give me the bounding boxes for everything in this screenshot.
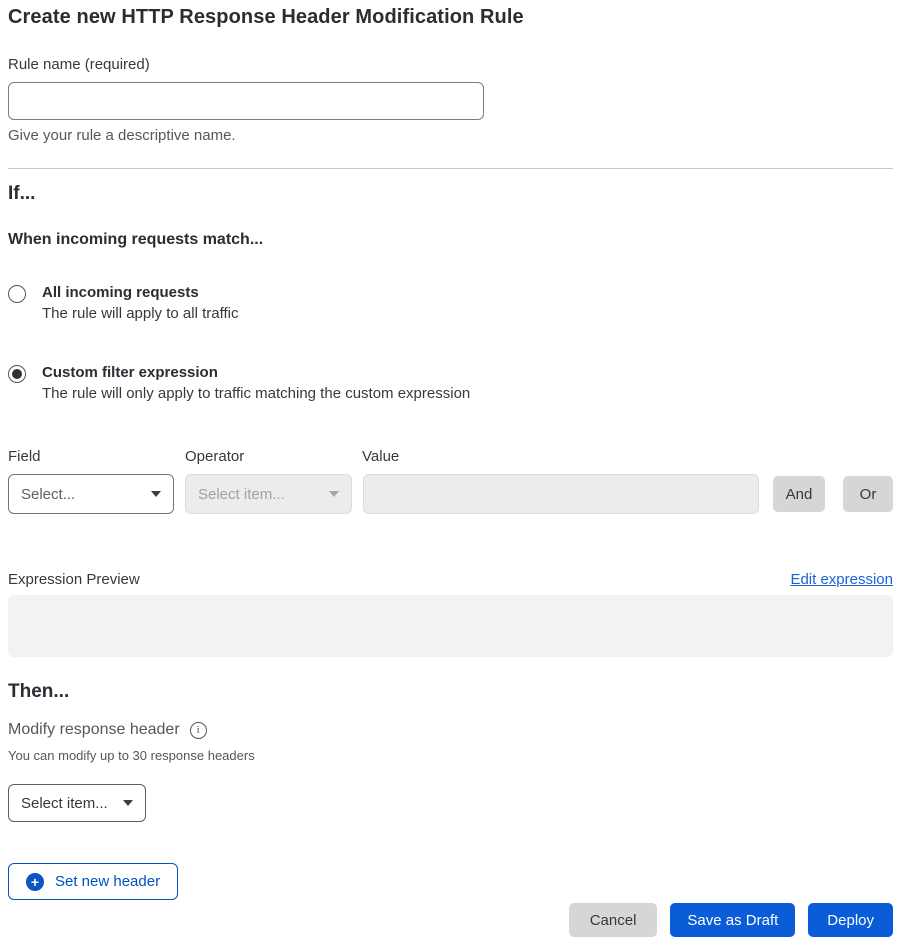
header-action-select-placeholder: Select item... xyxy=(21,794,108,812)
radio-custom-filter-description: The rule will only apply to traffic matching the custom expression xyxy=(42,385,471,402)
save-as-draft-button[interactable]: Save as Draft xyxy=(670,903,795,937)
rule-name-label: Rule name (required) xyxy=(8,56,150,73)
operator-select-placeholder: Select item... xyxy=(198,485,285,503)
field-select-placeholder: Select... xyxy=(21,485,76,503)
set-new-header-button[interactable] xyxy=(8,863,178,900)
radio-custom-filter[interactable] xyxy=(8,365,26,383)
cancel-button[interactable]: Cancel xyxy=(569,903,658,937)
field-label: Field xyxy=(8,448,41,465)
modify-header-label: Modify response header xyxy=(8,721,180,738)
chevron-down-icon xyxy=(151,491,161,497)
radio-custom-filter-label: Custom filter expression xyxy=(42,364,218,381)
radio-all-incoming-label: All incoming requests xyxy=(42,284,199,301)
plus-circle-icon: + xyxy=(26,873,44,891)
section-divider xyxy=(8,168,893,169)
radio-all-incoming-description: The rule will apply to all traffic xyxy=(42,305,239,322)
and-button[interactable]: And xyxy=(773,476,825,512)
chevron-down-icon xyxy=(123,800,133,806)
chevron-down-icon xyxy=(329,491,339,497)
operator-label: Operator xyxy=(185,448,245,465)
rule-name-help: Give your rule a descriptive name. xyxy=(8,127,236,144)
footer-actions xyxy=(8,903,893,937)
rule-name-input[interactable] xyxy=(8,82,484,120)
expression-builder-labels xyxy=(8,448,893,465)
expression-preview-box xyxy=(8,595,893,657)
operator-select[interactable] xyxy=(185,474,352,514)
radio-option-custom-filter[interactable] xyxy=(8,364,893,402)
radio-all-incoming[interactable] xyxy=(8,285,26,303)
match-subheading: When incoming requests match... xyxy=(8,231,264,248)
expression-preview-header xyxy=(8,571,893,588)
then-heading: Then... xyxy=(8,681,70,702)
header-action-select[interactable] xyxy=(8,784,146,822)
expression-builder-row xyxy=(8,474,893,514)
edit-expression-link[interactable]: Edit expression xyxy=(790,571,893,588)
value-input[interactable] xyxy=(363,474,759,514)
set-new-header-label: Set new header xyxy=(55,873,161,890)
expression-preview-label: Expression Preview xyxy=(8,571,140,588)
page-title: Create new HTTP Response Header Modification Rule xyxy=(8,6,524,28)
modify-header-help: You can modify up to 30 response headers xyxy=(8,748,255,763)
or-button[interactable]: Or xyxy=(843,476,893,512)
radio-option-all-incoming[interactable] xyxy=(8,284,893,322)
value-label: Value xyxy=(362,448,400,465)
info-icon[interactable]: i xyxy=(190,722,207,739)
modify-header-row xyxy=(8,721,893,739)
field-select[interactable] xyxy=(8,474,174,514)
if-heading: If... xyxy=(8,183,36,204)
deploy-button[interactable]: Deploy xyxy=(808,903,893,937)
